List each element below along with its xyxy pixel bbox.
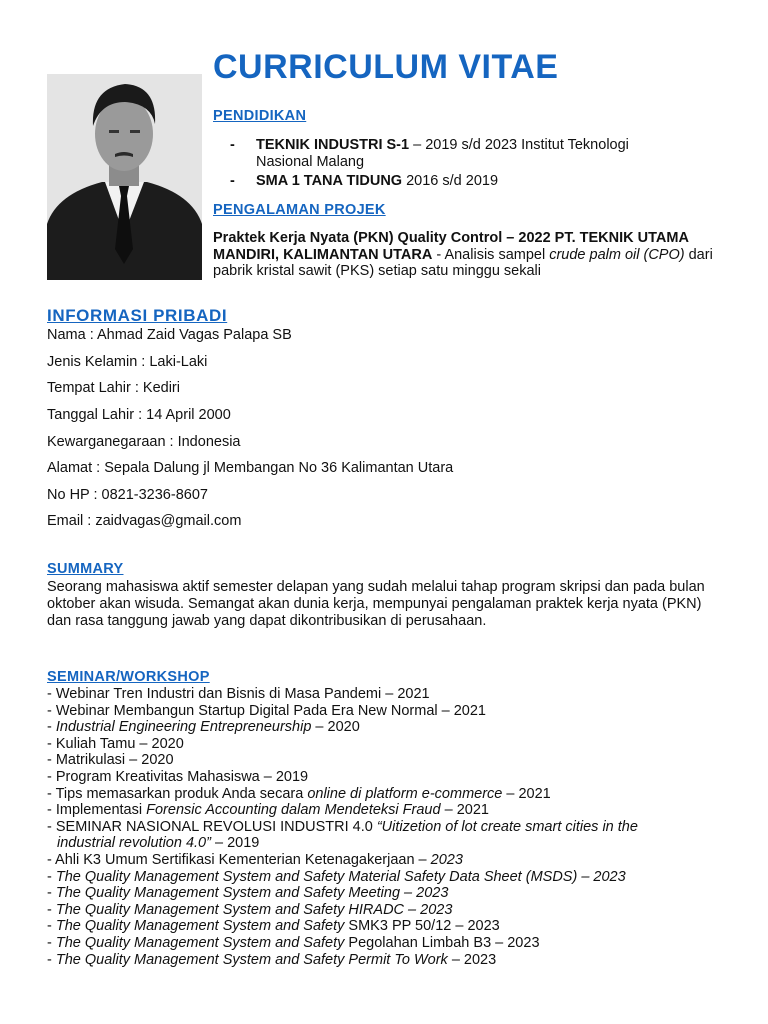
pendidikan-heading: PENDIDIKAN bbox=[213, 108, 307, 124]
seminar-item: - Matrikulasi – 2020 bbox=[47, 752, 174, 769]
info-tanggal-lahir: Tanggal Lahir : 14 April 2000 bbox=[47, 407, 231, 423]
seminar-heading: SEMINAR/WORKSHOP bbox=[47, 669, 210, 685]
informasi-heading: INFORMASI PRIBADI bbox=[47, 306, 228, 325]
info-kewarganegaraan: Kewarganegaraan : Indonesia bbox=[47, 434, 241, 450]
education-item: - SMA 1 TANA TIDUNG 2016 s/d 2019 bbox=[230, 173, 499, 189]
seminar-item: - Tips memasarkan produk Anda secara online di platform e-commerce – 2021 bbox=[47, 785, 551, 802]
seminar-item: - Webinar Membangun Startup Digital Pada Era New Normal – 2021 bbox=[47, 702, 486, 719]
seminar-item: - The Quality Management System and Safety SMK3 PP 50/12 – 2023 bbox=[47, 918, 500, 935]
seminar-item: - Kuliah Tamu – 2020 bbox=[47, 735, 184, 752]
seminar-item: - The Quality Management System and Safety Meeting – 2023 bbox=[47, 885, 449, 902]
seminar-item: - Program Kreativitas Mahasiswa – 2019 bbox=[47, 768, 309, 785]
project-description: Praktek Kerja Nyata (PKN) Quality Control – 2022 PT. TEKNIK UTAMA MANDIRI, KALIMANTAN UTARA - Analisis sampel crude palm oil (CPO) dari pabrik kristal sawit (PKS) setiap satu minggu sekali bbox=[213, 230, 713, 279]
seminar-item: - The Quality Management System and Safety Material Safety Data Sheet (MSDS) – 2023 bbox=[47, 868, 626, 885]
seminar-item: - Ahli K3 Umum Sertifikasi Kementerian Ketenagakerjaan – 2023 bbox=[47, 851, 463, 868]
seminar-item: - Webinar Tren Industri dan Bisnis di Masa Pandemi – 2021 bbox=[47, 686, 430, 702]
info-nama: Nama : Ahmad Zaid Vagas Palapa SB bbox=[47, 327, 292, 343]
summary-text: Seorang mahasiswa aktif semester delapan yang sudah melalui tahap program skripsi dan pada bulan oktober akan wisuda. Semangat akan dunia kerja, mempunyai pengalaman praktek kerja nyata (PKN) dan rasa tanggung jawab yang dapat dikontribusikan di perusahaan. bbox=[47, 579, 705, 629]
education-item: - TEKNIK INDUSTRI S-1 – 2019 s/d 2023 Institut Teknologi Nasional Malang bbox=[230, 137, 629, 170]
info-email: Email : zaidvagas@gmail.com bbox=[47, 513, 242, 529]
pengalaman-heading: PENGALAMAN PROJEK bbox=[213, 202, 386, 218]
seminar-item: - The Quality Management System and Safety Permit To Work – 2023 bbox=[47, 951, 497, 968]
info-tempat-lahir: Tempat Lahir : Kediri bbox=[47, 380, 180, 396]
seminar-list bbox=[47, 686, 747, 968]
info-no-hp: No HP : 0821-3236-8607 bbox=[47, 487, 208, 503]
info-alamat: Alamat : Sepala Dalung jl Membangan No 36 Kalimantan Utara bbox=[47, 460, 454, 476]
seminar-item: - The Quality Management System and Safety Pegolahan Limbah B3 – 2023 bbox=[47, 934, 540, 951]
seminar-item: - Industrial Engineering Entrepreneurship – 2020 bbox=[47, 719, 360, 736]
info-jenis-kelamin: Jenis Kelamin : Laki-Laki bbox=[47, 354, 208, 370]
profile-photo bbox=[47, 74, 202, 280]
seminar-item: - Implementasi Forensic Accounting dalam Mendeteksi Fraud – 2021 bbox=[47, 802, 489, 819]
seminar-item: - The Quality Management System and Safety HIRADC – 2023 bbox=[47, 901, 453, 918]
summary-heading: SUMMARY bbox=[47, 561, 124, 577]
page-title: CURRICULUM VITAE bbox=[213, 48, 559, 86]
seminar-item: - SEMINAR NASIONAL REVOLUSI INDUSTRI 4.0 “Uitizetion of lot create smart cities in the industrial revolution 4.0” – 2019 bbox=[47, 818, 638, 852]
